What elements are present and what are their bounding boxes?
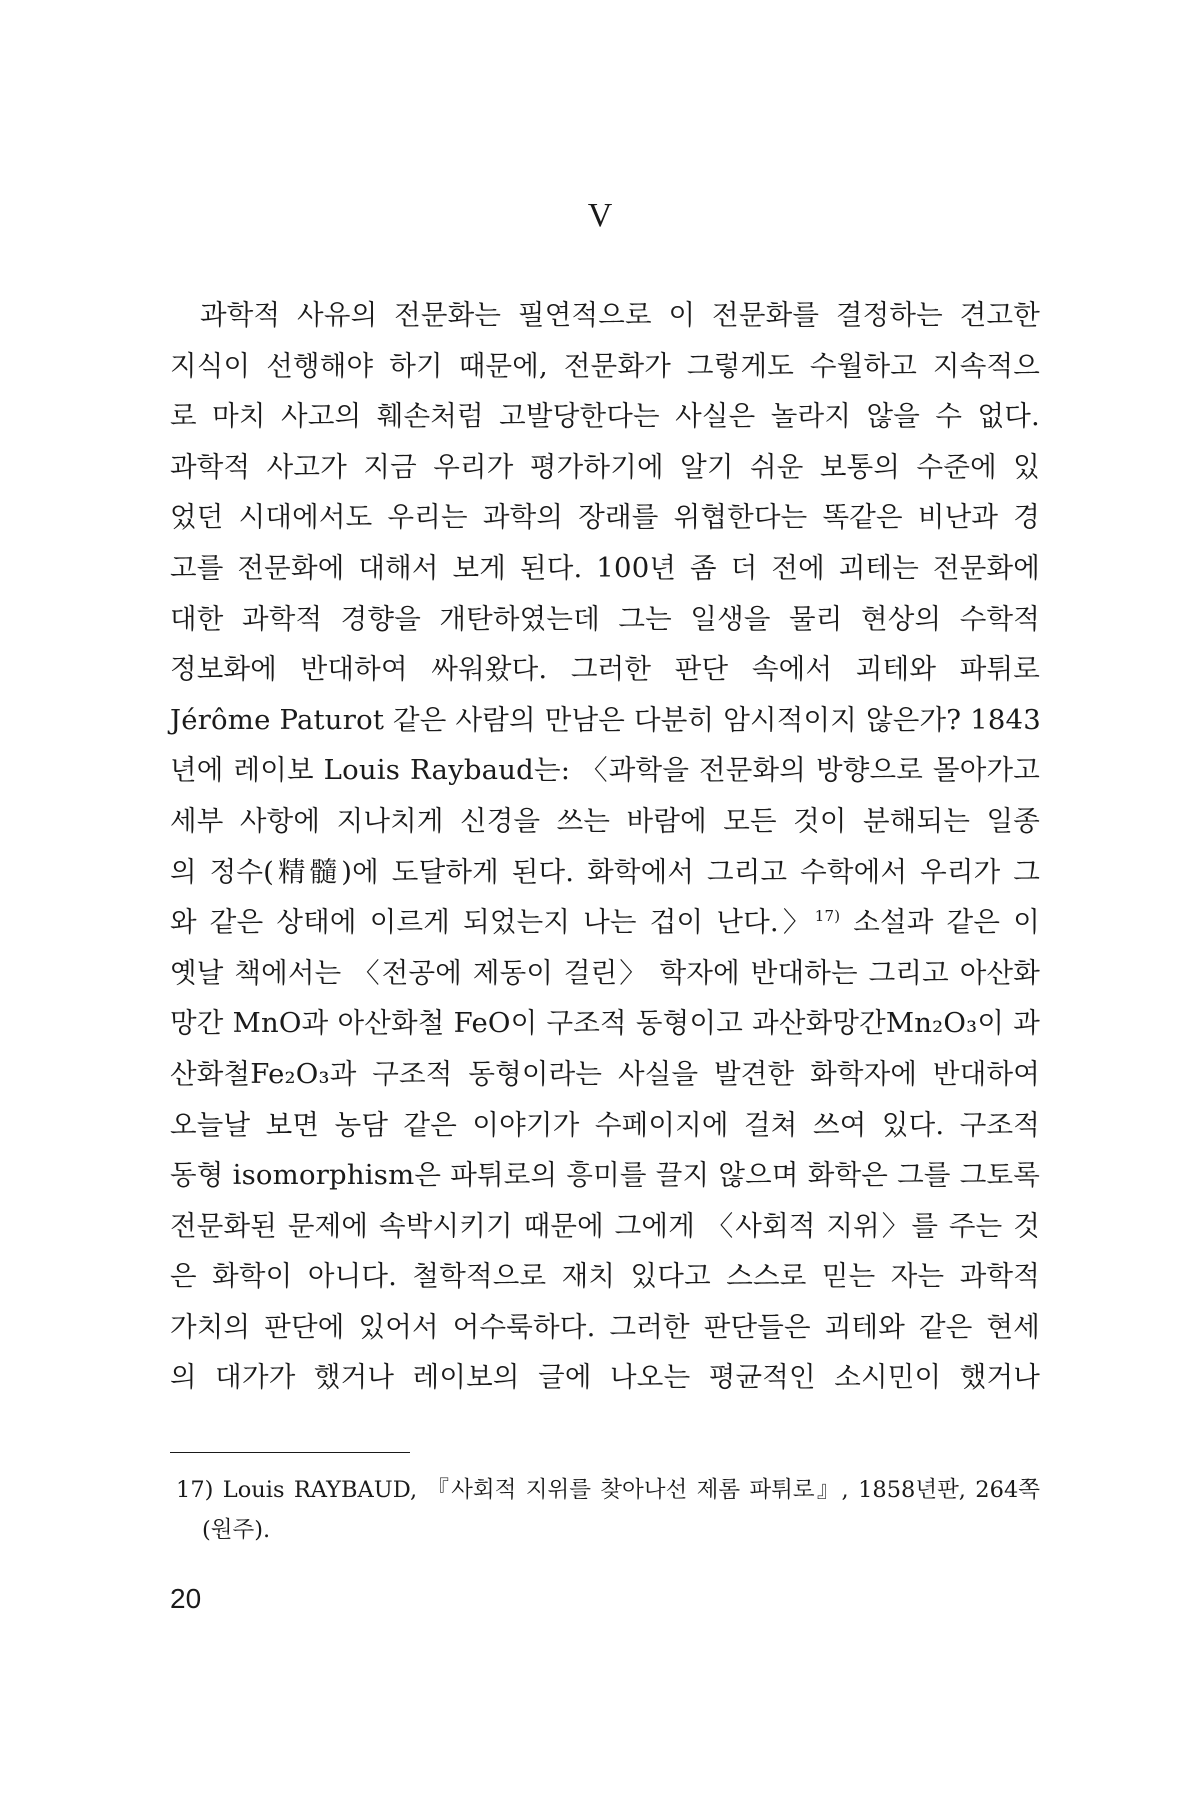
body-line: 산화철Fe₂O₃과 구조적 동형이라는 사실을 발견한 화학자에 반대하여 (170, 1057, 1040, 1090)
body-line: 정보화에 반대하여 싸워왔다. 그러한 판단 속에서 괴테와 파튀로 (170, 653, 1040, 686)
page-number: 20 (170, 1583, 202, 1614)
chapter-heading: V (587, 197, 613, 234)
body-line: 었던 시대에서도 우리는 과학의 장래를 위협한다는 똑같은 비난과 경 (170, 501, 1040, 534)
body-line: 의 대가가 했거나 레이보의 글에 나오는 평균적인 소시민이 했거나 (170, 1361, 1040, 1394)
body-line: 망간 MnO과 아산화철 FeO이 구조적 동형이고 과산화망간Mn₂O₃이 과 (170, 1007, 1040, 1040)
footnote-reference: 17) (814, 906, 841, 925)
body-line: 전문화된 문제에 속박시키기 때문에 그에게 〈사회적 지위〉를 주는 것 (170, 1209, 1040, 1242)
body-line: 동형 isomorphism은 파튀로의 흥미를 끌지 않으며 화학은 그를 그토록 (170, 1159, 1040, 1192)
body-line-with-footnote (170, 897, 1040, 948)
body-line-text: 와 같은 상태에 이르게 되었는지 나는 겁이 난다.〉 (170, 906, 815, 939)
body-line: 로 마치 사고의 훼손처럼 고발당한다는 사실은 놀라지 않을 수 없다. (170, 400, 1040, 433)
body-line: 가치의 판단에 있어서 어수룩하다. 그러한 판단들은 괴테와 같은 현세 (170, 1310, 1040, 1343)
footnote-divider (170, 1452, 410, 1453)
body-line: 과학적 사고가 지금 우리가 평가하기에 알기 쉬운 보통의 수준에 있 (170, 450, 1040, 483)
body-line: 과학적 사유의 전문화는 필연적으로 이 전문화를 결정하는 견고한 (200, 299, 1040, 331)
body-line: 년에 레이보 Louis Raybaud는: 〈과학을 전문화의 방향으로 몰아가고 (170, 754, 1040, 787)
body-line: 세부 사항에 지나치게 신경을 쓰는 바람에 모든 것이 분해되는 일종 (170, 804, 1040, 837)
footnote (176, 1470, 1040, 1550)
body-text (170, 290, 1040, 1403)
body-line-tail: 소설과 같은 이 (853, 906, 1040, 939)
body-line: 고를 전문화에 대해서 보게 된다. 100년 좀 더 전에 괴테는 전문화에 (170, 551, 1040, 584)
body-line: Jérôme Paturot 같은 사람의 만남은 다분히 암시적이지 않은가? 1843 (170, 703, 1041, 736)
body-line: 옛날 책에서는 〈전공에 제동이 걸린〉 학자에 반대하는 그리고 아산화 (170, 956, 1040, 989)
body-line: 대한 과학적 경향을 개탄하였는데 그는 일생을 물리 현상의 수학적 (170, 602, 1040, 635)
footnote-line: 17) Louis RAYBAUD, 『사회적 지위를 찾아나선 제롬 파튀로』, 1858년판, 264쪽 (176, 1477, 1040, 1503)
body-line: 오늘날 보면 농담 같은 이야기가 수페이지에 걸쳐 쓰여 있다. 구조적 (170, 1108, 1040, 1141)
body-line: 지식이 선행해야 하기 때문에, 전문화가 그렇게도 수월하고 지속적으 (170, 349, 1040, 382)
body-line: 의 정수(精髓)에 도달하게 된다. 화학에서 그리고 수학에서 우리가 그 (170, 855, 1040, 888)
body-line: 은 화학이 아니다. 철학적으로 재치 있다고 스스로 믿는 자는 과학적 (170, 1260, 1040, 1293)
footnote-line: (원주). (202, 1517, 271, 1543)
